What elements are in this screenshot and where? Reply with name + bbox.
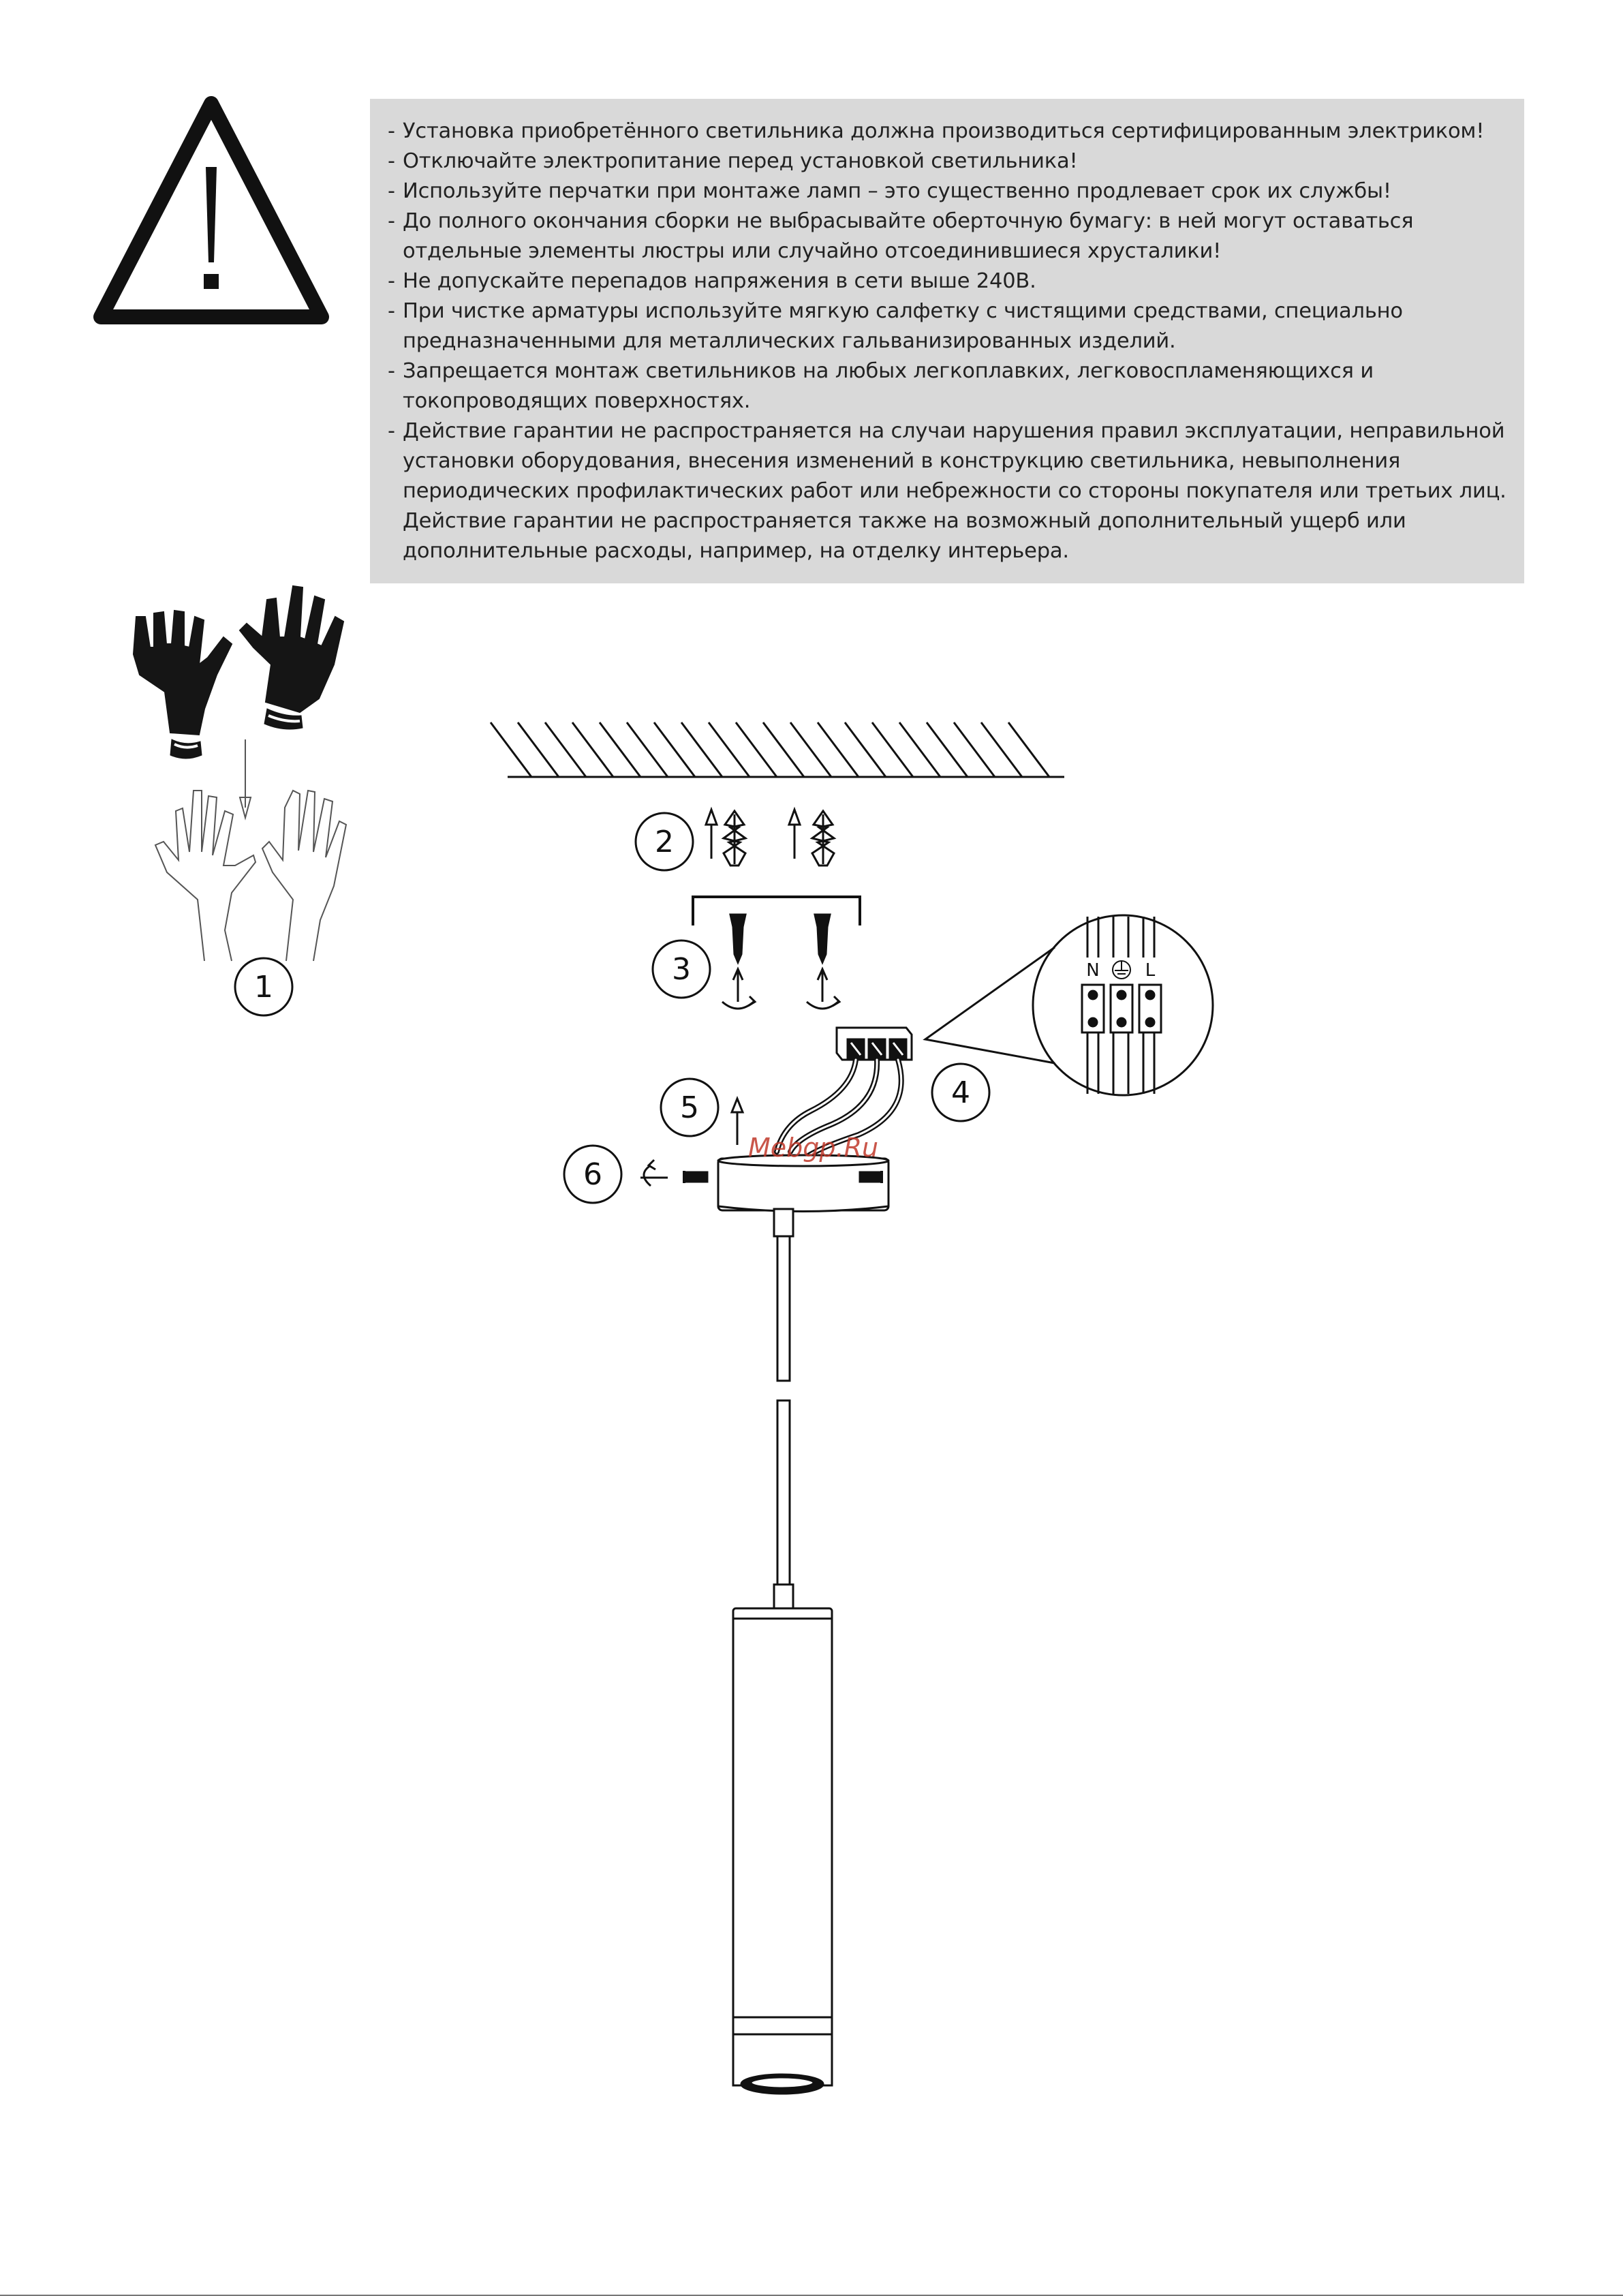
terminal-label-line: L (1145, 960, 1156, 981)
dowel-icon (706, 810, 745, 866)
step-5-number: 5 (680, 1090, 699, 1125)
ground-icon (1113, 961, 1130, 979)
warning-item: - Действие гарантии не распространяется на случаи нарушения правил эксплуатации, неправильной установки оборудования, внесения изменений в конструкцию светильника, невыполнения периодических профилактических работ или небрежности со стороны покупателя или третьих лиц. Действие гарантии не распространяется также на возможный дополнительный ущерб или дополнительные расходы, например, на отделку интерьера. (388, 416, 1511, 566)
side-screw-icon (860, 1171, 882, 1183)
step-1-number: 1 (254, 970, 273, 1005)
step-2-number: 2 (655, 825, 674, 859)
rotate-screw-icon (640, 1160, 707, 1186)
warning-triangle-icon (101, 104, 322, 317)
terminal-callout (925, 915, 1213, 1095)
hands-icon (155, 791, 346, 961)
suspension-rod (774, 1236, 793, 1609)
step-2-marker (636, 813, 693, 870)
arrow-down-icon (240, 739, 251, 818)
step-5-marker (661, 1079, 718, 1136)
gloves-icon (134, 586, 343, 759)
watermark: Mebgp.Ru (748, 1133, 879, 1163)
step-6-number: 6 (583, 1157, 602, 1192)
warning-item: - Отключайте электропитание перед установкой светильника! (388, 147, 1511, 177)
step-1-marker (235, 958, 292, 1015)
terminal-block (837, 1028, 912, 1060)
arrow-up-icon (732, 1099, 743, 1145)
mounting-bracket (693, 897, 860, 925)
terminal-label-neutral: N (1086, 960, 1100, 981)
screw-icon (807, 915, 839, 1009)
dowel-icon (789, 810, 834, 866)
warning-item: - До полного окончания сборки не выбрасывайте оберточную бумагу: в ней могут оставаться отдельные элементы люстры или случайно отсоединившиеся хрусталики! (388, 206, 1511, 266)
terminal-block-magnified (1082, 917, 1161, 1094)
screw-icon (722, 915, 755, 1009)
ceiling-icon (491, 722, 1064, 777)
step-3-number: 3 (672, 952, 691, 987)
warning-item: - При чистке арматуры используйте мягкую салфетку с чистящими средствами, специально предназначенными для металлических гальванизированных изделий. (388, 296, 1511, 356)
step-3-marker (653, 940, 710, 998)
warning-item: - Запрещается монтаж светильников на любых легкоплавких, легковоспламеняющихся и токопроводящих поверхностях. (388, 356, 1511, 416)
warning-item: - Не допускайте перепадов напряжения в сети выше 240В. (388, 266, 1511, 296)
step-4-number: 4 (951, 1075, 970, 1110)
step-4-marker (932, 1064, 989, 1121)
warning-item: - Установка приобретённого светильника должна производиться сертифицированным электриком! (388, 117, 1511, 147)
pendant-light (733, 1608, 832, 2094)
warning-item: - Используйте перчатки при монтаже ламп – это существенно продлевает срок их службы! (388, 177, 1511, 206)
step-6-marker (564, 1146, 621, 1203)
canopy (718, 1155, 888, 1236)
